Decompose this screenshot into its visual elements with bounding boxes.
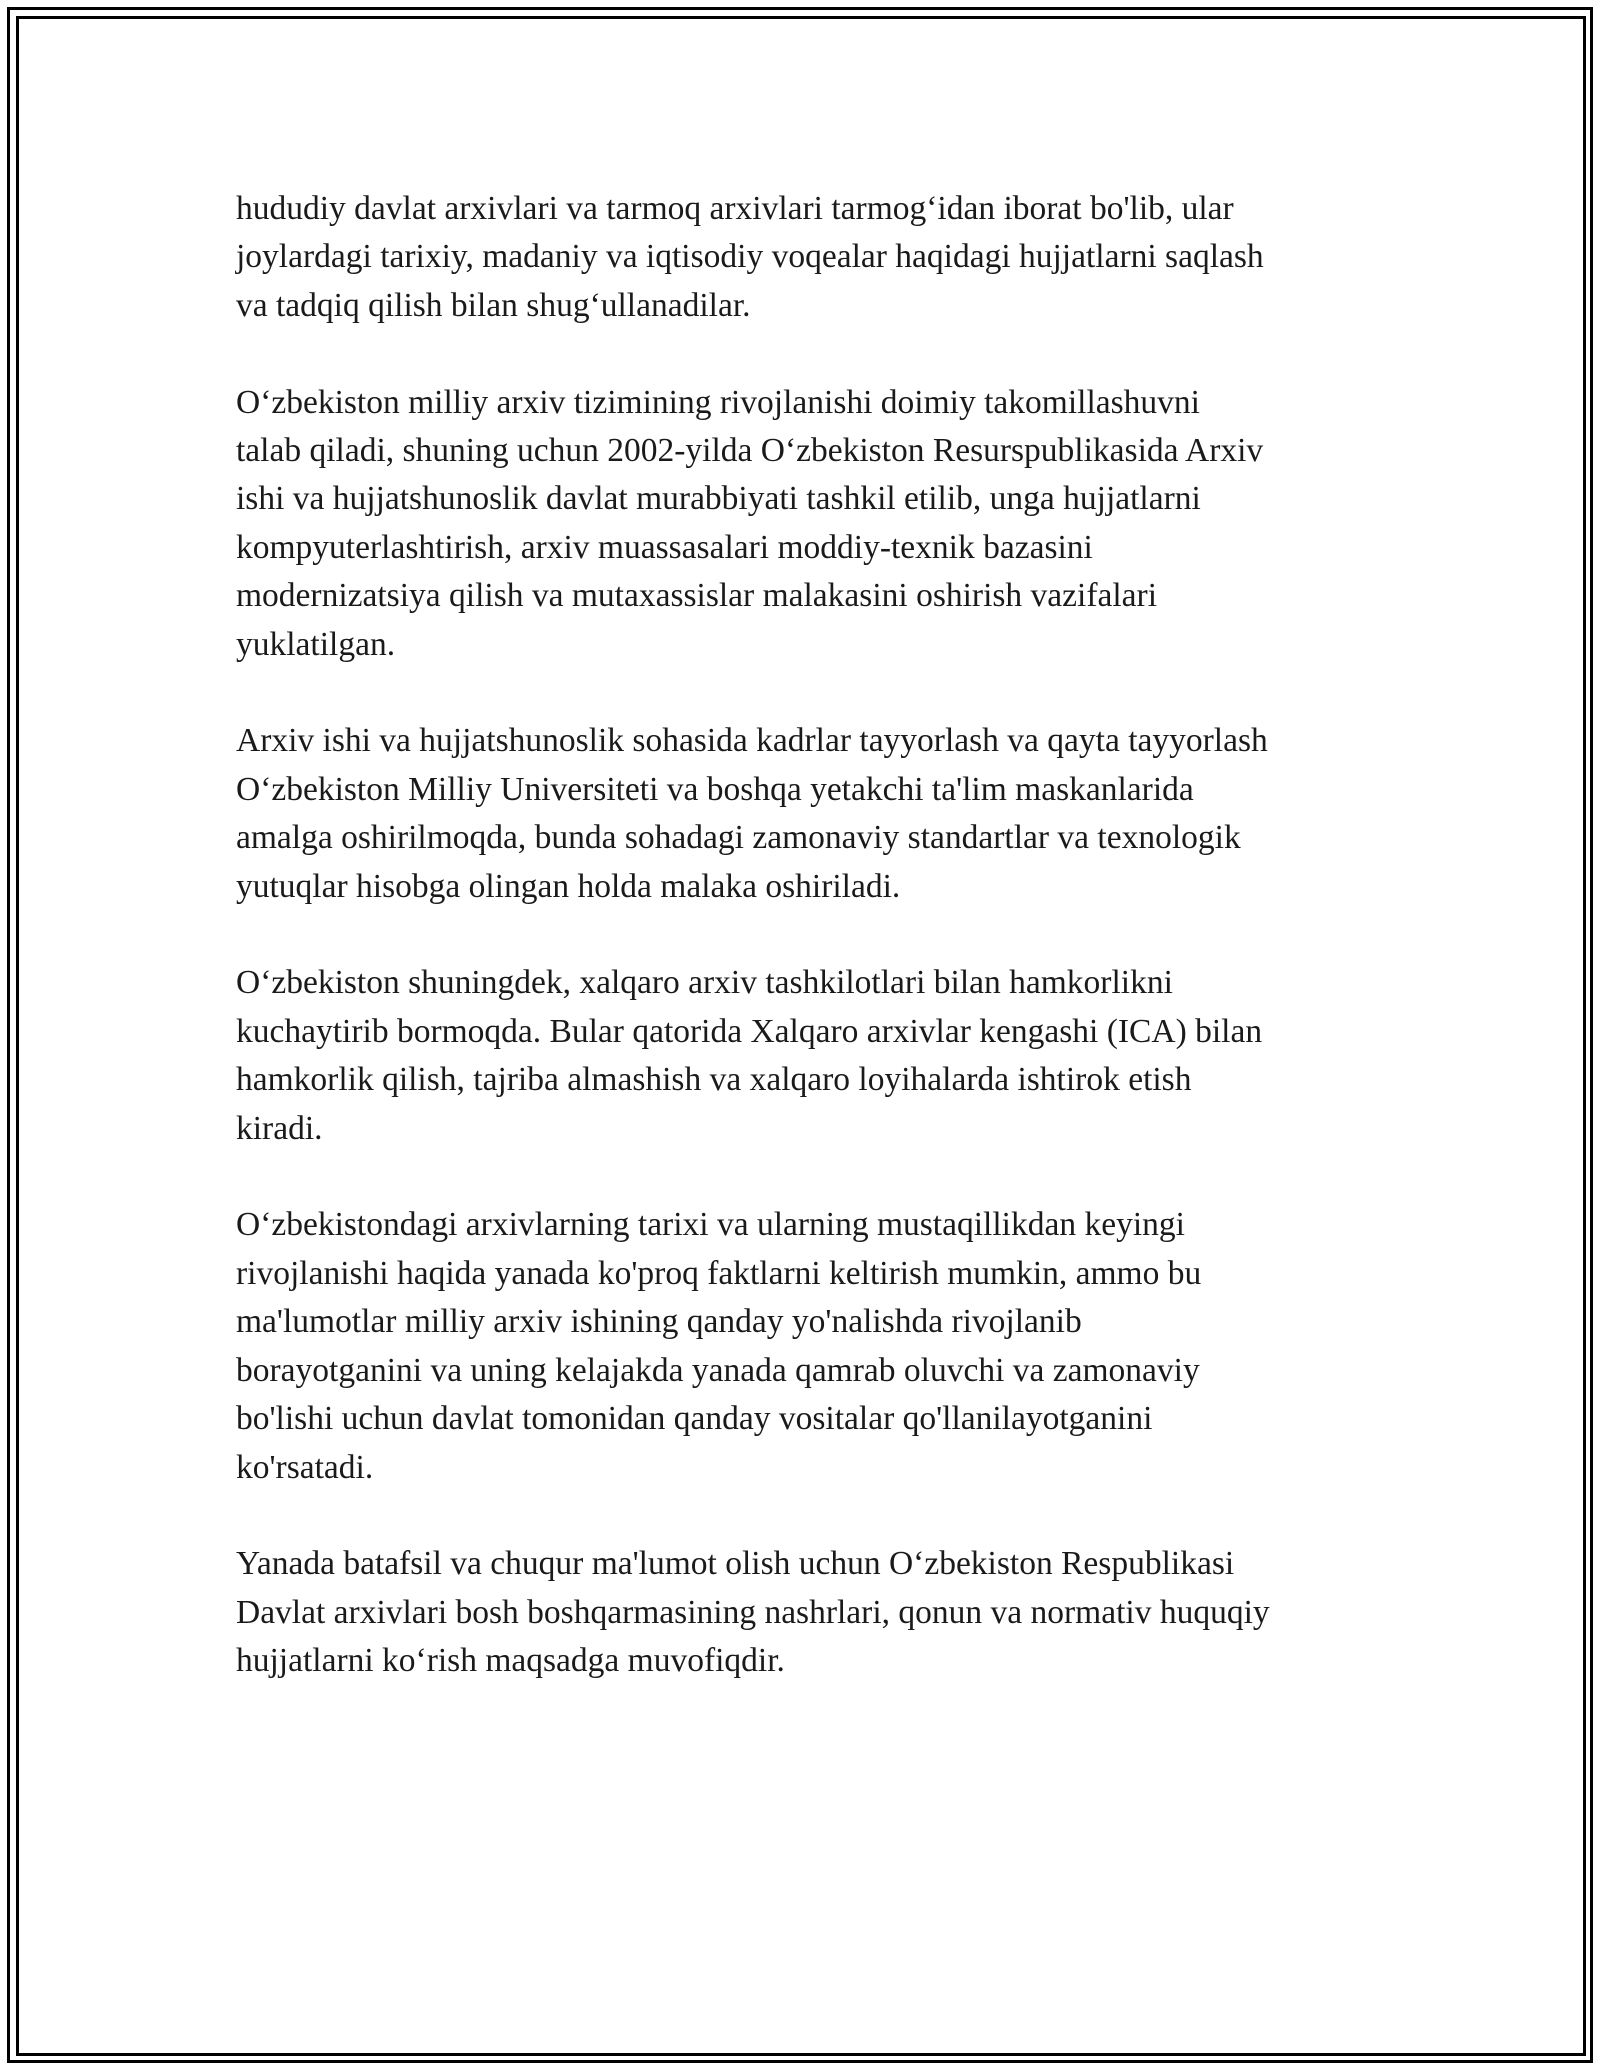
text-line: hujjatlarni ko‘rish maqsadga muvofiqdir.: [236, 1642, 785, 1680]
text-line: O‘zbekiston Milliy Universiteti va boshqa yetakchi ta'lim maskanlarida: [236, 770, 1194, 808]
text-line: O‘zbekistondagi arxivlarning tarixi va ularning mustaqillikdan keyingi: [236, 1206, 1185, 1244]
text-line: joylardagi tarixiy, madaniy va iqtisodiy voqealar haqidagi hujjatlarni saqlash: [236, 238, 1264, 276]
document-body: [236, 185, 1396, 1734]
text-line: hamkorlik qilish, tajriba almashish va xalqaro loyihalarda ishtirok etish: [236, 1061, 1192, 1099]
text-line: kuchaytirib bormoqda. Bular qatorida Xalqaro arxivlar kengashi (ICA) bilan: [236, 1012, 1263, 1050]
text-line: Davlat arxivlari bosh boshqarmasining nashrlari, qonun va normativ huquqiy: [236, 1593, 1270, 1631]
text-line: ma'lumotlar milliy arxiv ishining qanday yo'nalishda rivojlanib: [236, 1303, 1082, 1341]
text-line: borayotganini va uning kelajakda yanada qamrab oluvchi va zamonaviy: [236, 1351, 1200, 1389]
text-line: ko'rsatadi.: [236, 1448, 374, 1486]
text-line: talab qiladi, shuning uchun 2002-yilda O‘zbekiston Resurspublikasida Arxiv: [236, 432, 1264, 470]
paragraph-4: [236, 959, 1396, 1153]
text-line: amalga oshirilmoqda, bunda sohadagi zamonaviy standartlar va texnologik: [236, 819, 1241, 857]
text-line: ishi va hujjatshunoslik davlat murabbiyati tashkil etilib, unga hujjatlarni: [236, 480, 1201, 518]
text-line: rivojlanishi haqida yanada ko'proq faktlarni keltirish mumkin, ammo bu: [236, 1254, 1202, 1292]
paragraph-1: [236, 185, 1396, 330]
text-line: yuklatilgan.: [236, 625, 396, 663]
text-line: kiradi.: [236, 1109, 323, 1147]
paragraph-5: [236, 1201, 1396, 1491]
text-line: Yanada batafsil va chuqur ma'lumot olish uchun O‘zbekiston Respublikasi: [236, 1545, 1235, 1583]
text-line: hududiy davlat arxivlari va tarmoq arxivlari tarmog‘idan iborat bo'lib, ular: [236, 190, 1234, 227]
text-line: Arxiv ishi va hujjatshunoslik sohasida kadrlar tayyorlash va qayta tayyorlash: [236, 722, 1268, 760]
text-line: O‘zbekiston shuningdek, xalqaro arxiv tashkilotlari bilan hamkorlikni: [236, 964, 1173, 1002]
text-line: yutuqlar hisobga olingan holda malaka oshiriladi.: [236, 867, 901, 905]
paragraph-6: [236, 1540, 1396, 1685]
text-line: va tadqiq qilish bilan shug‘ullanadilar.: [236, 286, 751, 324]
paragraph-2: [236, 379, 1396, 669]
text-line: O‘zbekiston milliy arxiv tizimining rivojlanishi doimiy takomillashuvni: [236, 383, 1200, 421]
paragraph-3: [236, 717, 1396, 911]
text-line: bo'lishi uchun davlat tomonidan qanday vositalar qo'llanilayotganini: [236, 1400, 1153, 1438]
text-line: kompyuterlashtirish, arxiv muassasalari moddiy-texnik bazasini: [236, 528, 1093, 566]
text-line: modernizatsiya qilish va mutaxassislar malakasini oshirish vazifalari: [236, 577, 1158, 615]
